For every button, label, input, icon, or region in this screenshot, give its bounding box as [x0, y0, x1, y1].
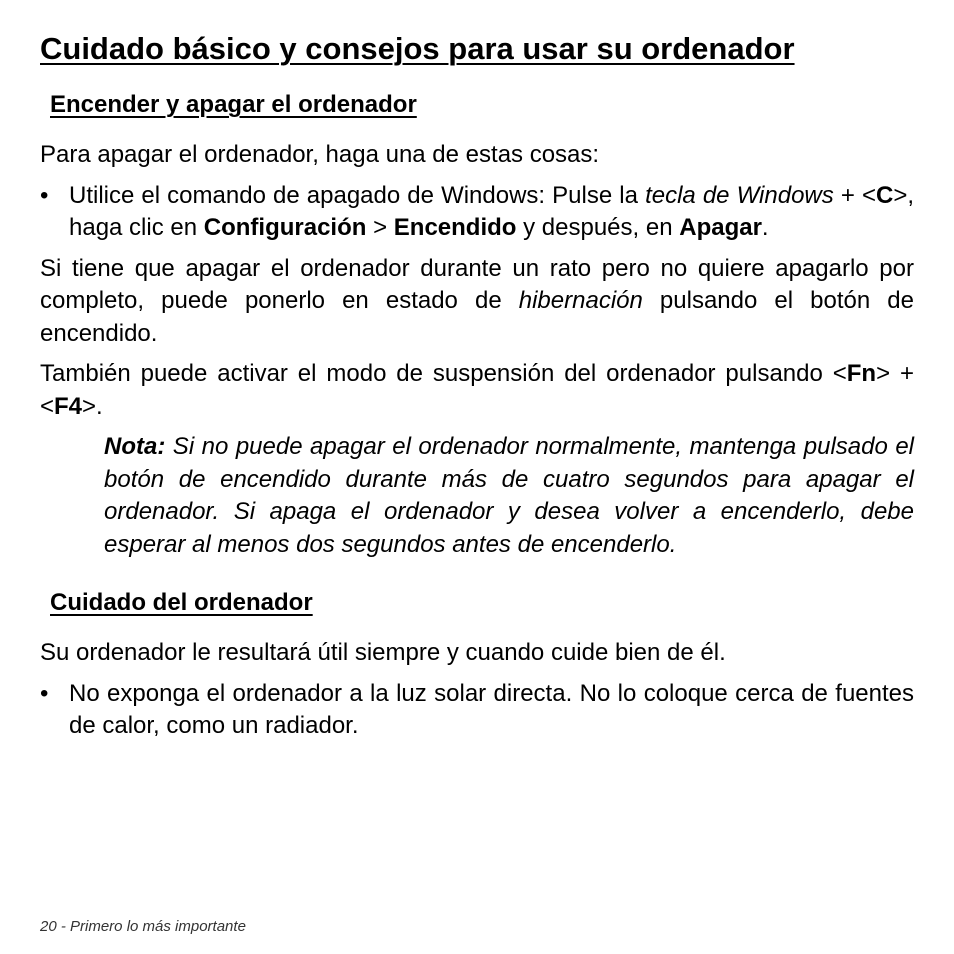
paragraph-suspend: También puede activar el modo de suspensión del ordenador pulsando <Fn> + <F4>. — [40, 360, 914, 420]
paragraph-care-intro: Su ordenador le resultará útil siempre y cuando cuide bien de él. — [40, 639, 726, 666]
note-label: Nota: — [104, 433, 166, 460]
page-footer: 20 - Primero lo más importante — [40, 918, 246, 935]
note-block: Nota: Si no puede apagar el ordenador normalmente, mantenga pulsado el botón de encendido durante más de cuatro segundos para apagar el ordenador. Si apaga el ordenador y desea volver a encenderlo, debe esperar al menos dos segundos antes de encenderlo. — [104, 433, 914, 558]
bullet-list-power — [40, 180, 914, 245]
bullet-marker: • — [40, 679, 49, 707]
page-title: Cuidado básico y consejos para usar su ordenador — [40, 31, 795, 66]
section-title-power: Encender y apagar el ordenador — [50, 91, 417, 118]
document-page — [40, 30, 914, 743]
paragraph-power-intro: Para apagar el ordenador, haga una de estas cosas: — [40, 141, 600, 168]
paragraph-hibernate: Si tiene que apagar el ordenador durante un rato pero no quiere apagarlo por completo, puede ponerlo en estado de hibernación pulsando el botón de encendido. — [40, 254, 914, 347]
list-item-sunlight: • No exponga el ordenador a la luz solar directa. No lo coloque cerca de fuentes de calor, como un radiador. — [40, 679, 914, 739]
bullet-marker: • — [40, 181, 49, 209]
section-title-care: Cuidado del ordenador — [50, 589, 313, 616]
bullet-list-care — [40, 678, 914, 743]
list-item-shutdown: • Utilice el comando de apagado de Windows: Pulse la tecla de Windows + <C>, haga clic en Configuración > Encendido y después, en Apagar. — [40, 181, 914, 241]
